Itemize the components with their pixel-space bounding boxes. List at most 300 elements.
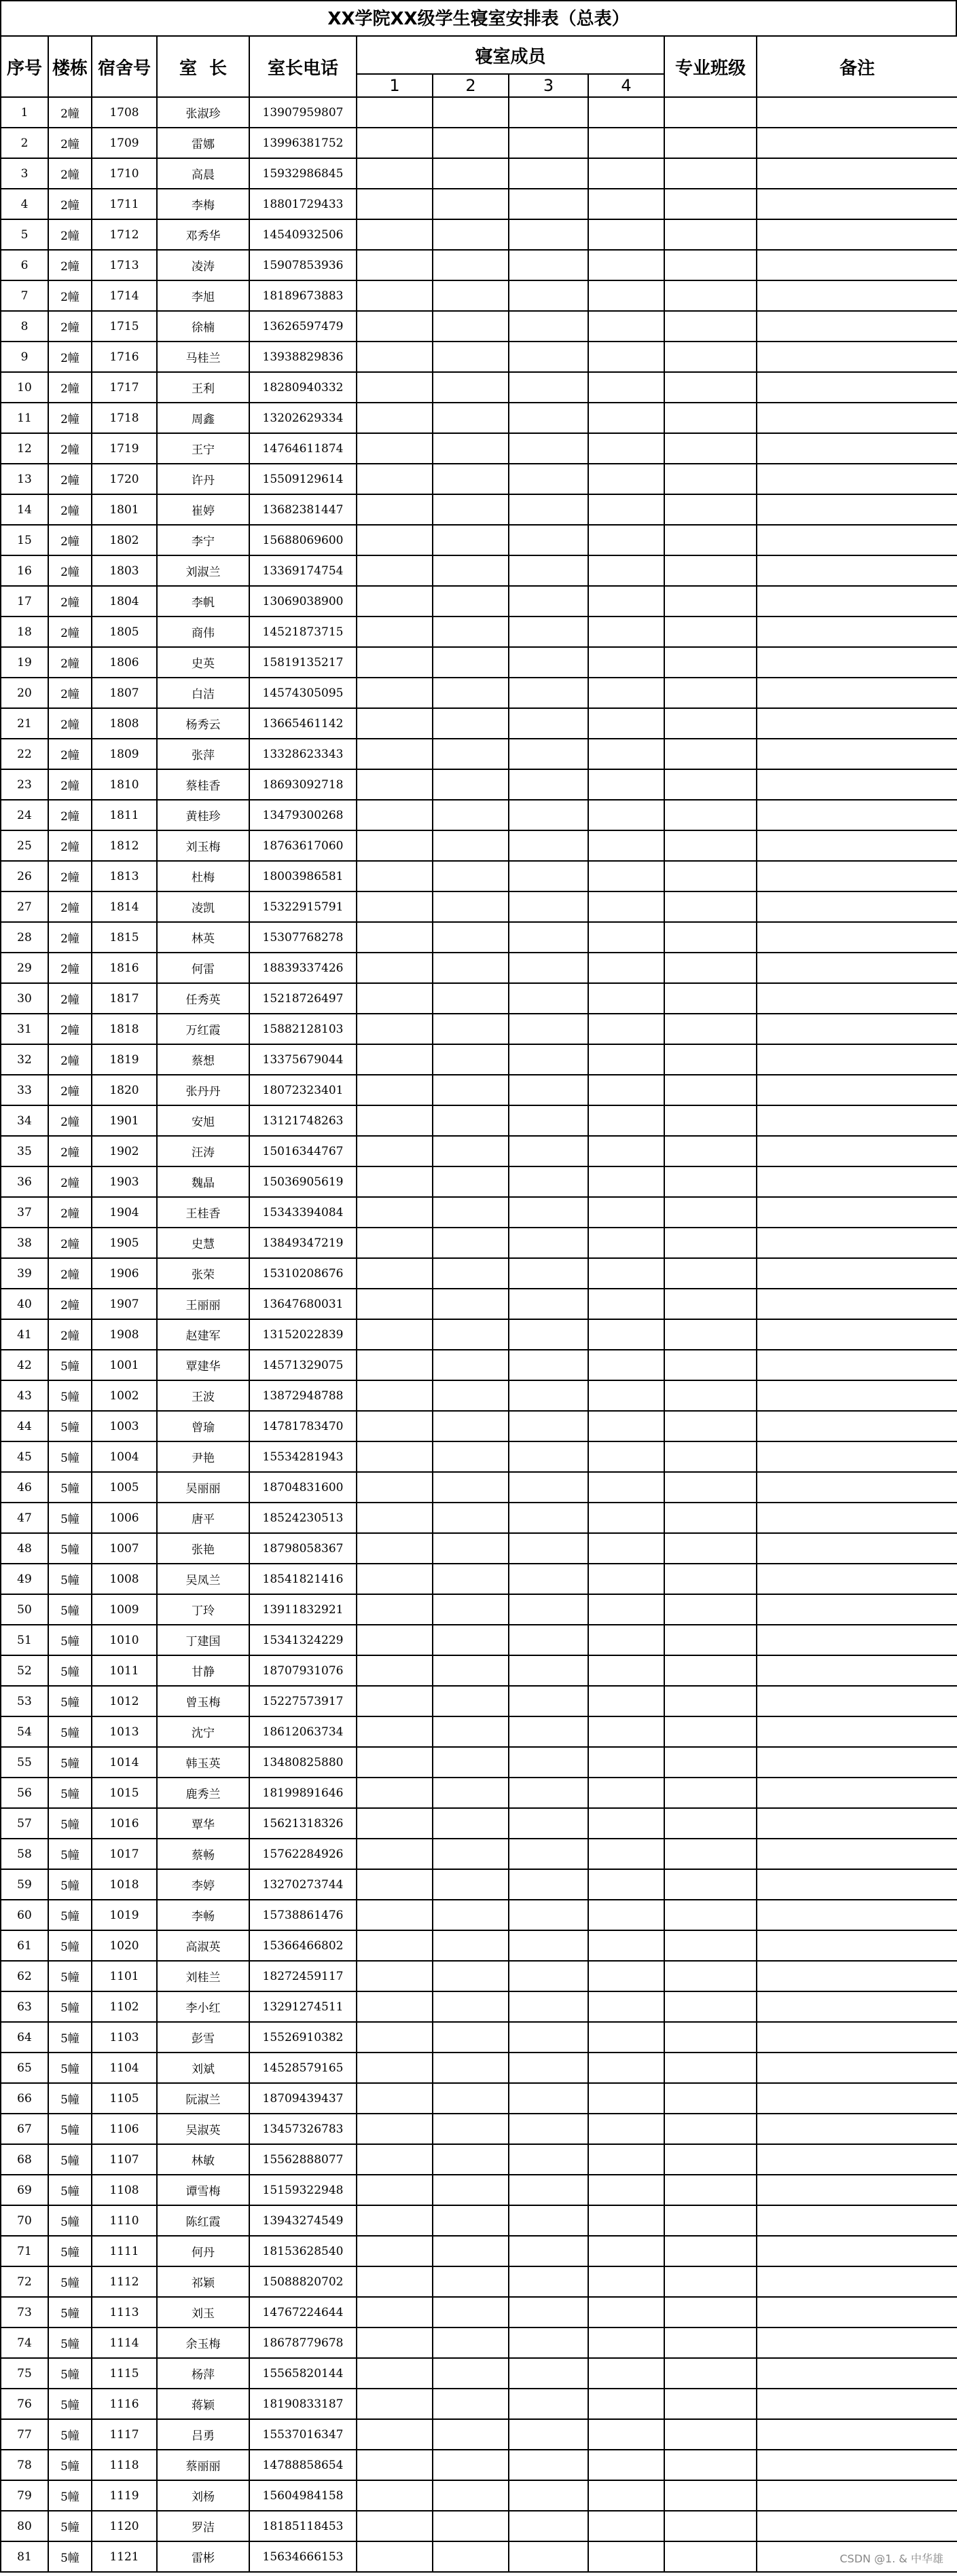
cell-building[interactable]: 5幢 [48, 1411, 92, 1441]
cell-member-3[interactable] [509, 1319, 588, 1350]
cell-leader[interactable]: 尹艳 [157, 1441, 249, 1472]
cell-phone[interactable]: 15341324229 [249, 1625, 357, 1655]
cell-member-3[interactable] [509, 555, 588, 586]
cell-building[interactable]: 2幢 [48, 678, 92, 708]
cell-phone[interactable]: 13121748263 [249, 1105, 357, 1136]
cell-member-2[interactable] [433, 2327, 509, 2358]
cell-major[interactable] [664, 1258, 757, 1289]
cell-seq[interactable]: 18 [1, 617, 48, 647]
cell-building[interactable]: 2幢 [48, 1014, 92, 1044]
cell-member-1[interactable] [357, 97, 433, 128]
cell-major[interactable] [664, 1625, 757, 1655]
cell-room[interactable]: 1809 [92, 739, 157, 769]
cell-seq[interactable]: 25 [1, 830, 48, 861]
cell-remark[interactable] [757, 97, 957, 128]
cell-major[interactable] [664, 1228, 757, 1258]
cell-seq[interactable]: 48 [1, 1533, 48, 1564]
cell-phone[interactable]: 18839337426 [249, 953, 357, 983]
cell-member-2[interactable] [433, 433, 509, 464]
cell-phone[interactable]: 18709439437 [249, 2083, 357, 2114]
cell-phone[interactable]: 18189673883 [249, 280, 357, 311]
cell-seq[interactable]: 62 [1, 1961, 48, 1991]
cell-building[interactable]: 2幢 [48, 1319, 92, 1350]
cell-remark[interactable] [757, 1900, 957, 1930]
cell-seq[interactable]: 22 [1, 739, 48, 769]
cell-seq[interactable]: 68 [1, 2144, 48, 2175]
cell-member-2[interactable] [433, 494, 509, 525]
cell-member-2[interactable] [433, 861, 509, 891]
cell-member-2[interactable] [433, 1075, 509, 1105]
cell-leader[interactable]: 杨秀云 [157, 708, 249, 739]
cell-member-2[interactable] [433, 1594, 509, 1625]
cell-seq[interactable]: 79 [1, 2480, 48, 2511]
cell-room[interactable]: 1901 [92, 1105, 157, 1136]
cell-major[interactable] [664, 97, 757, 128]
cell-leader[interactable]: 崔婷 [157, 494, 249, 525]
cell-remark[interactable] [757, 800, 957, 830]
cell-seq[interactable]: 50 [1, 1594, 48, 1625]
cell-phone[interactable]: 13291274511 [249, 1991, 357, 2022]
cell-member-3[interactable] [509, 372, 588, 403]
cell-member-2[interactable] [433, 1136, 509, 1166]
cell-remark[interactable] [757, 2205, 957, 2236]
cell-room[interactable]: 1117 [92, 2419, 157, 2450]
cell-remark[interactable] [757, 219, 957, 250]
cell-seq[interactable]: 81 [1, 2541, 48, 2572]
cell-member-2[interactable] [433, 1564, 509, 1594]
cell-leader[interactable]: 李旭 [157, 280, 249, 311]
cell-remark[interactable] [757, 1747, 957, 1778]
cell-member-3[interactable] [509, 433, 588, 464]
cell-member-3[interactable] [509, 1105, 588, 1136]
cell-remark[interactable] [757, 1778, 957, 1808]
cell-phone[interactable]: 15343394084 [249, 1197, 357, 1228]
cell-seq[interactable]: 47 [1, 1503, 48, 1533]
cell-member-4[interactable] [588, 983, 664, 1014]
cell-member-1[interactable] [357, 1258, 433, 1289]
cell-member-3[interactable] [509, 2114, 588, 2144]
cell-leader[interactable]: 刘斌 [157, 2053, 249, 2083]
cell-seq[interactable]: 77 [1, 2419, 48, 2450]
cell-phone[interactable]: 15932986845 [249, 158, 357, 189]
cell-member-1[interactable] [357, 1625, 433, 1655]
cell-leader[interactable]: 杜梅 [157, 861, 249, 891]
cell-seq[interactable]: 64 [1, 2022, 48, 2053]
cell-member-3[interactable] [509, 922, 588, 953]
cell-remark[interactable] [757, 1044, 957, 1075]
cell-phone[interactable]: 18003986581 [249, 861, 357, 891]
cell-phone[interactable]: 18704831600 [249, 1472, 357, 1503]
cell-remark[interactable] [757, 1930, 957, 1961]
cell-remark[interactable] [757, 1991, 957, 2022]
cell-seq[interactable]: 5 [1, 219, 48, 250]
cell-phone[interactable]: 15534281943 [249, 1441, 357, 1472]
cell-member-2[interactable] [433, 1808, 509, 1839]
cell-member-1[interactable] [357, 2205, 433, 2236]
cell-leader[interactable]: 李小红 [157, 1991, 249, 2022]
cell-member-3[interactable] [509, 1961, 588, 1991]
cell-member-4[interactable] [588, 1472, 664, 1503]
cell-member-1[interactable] [357, 1105, 433, 1136]
cell-member-4[interactable] [588, 342, 664, 372]
cell-leader[interactable]: 邓秀华 [157, 219, 249, 250]
cell-member-1[interactable] [357, 189, 433, 219]
cell-room[interactable]: 1113 [92, 2297, 157, 2327]
cell-major[interactable] [664, 1533, 757, 1564]
cell-member-1[interactable] [357, 647, 433, 678]
cell-member-4[interactable] [588, 1044, 664, 1075]
cell-remark[interactable] [757, 708, 957, 739]
cell-member-1[interactable] [357, 2480, 433, 2511]
cell-member-1[interactable] [357, 433, 433, 464]
cell-remark[interactable] [757, 2022, 957, 2053]
cell-member-3[interactable] [509, 1258, 588, 1289]
cell-member-3[interactable] [509, 983, 588, 1014]
cell-member-1[interactable] [357, 342, 433, 372]
cell-member-4[interactable] [588, 1655, 664, 1686]
cell-seq[interactable]: 1 [1, 97, 48, 128]
cell-room[interactable]: 1116 [92, 2389, 157, 2419]
cell-member-3[interactable] [509, 1564, 588, 1594]
cell-member-2[interactable] [433, 342, 509, 372]
cell-major[interactable] [664, 2511, 757, 2541]
cell-member-2[interactable] [433, 708, 509, 739]
cell-leader[interactable]: 林敏 [157, 2144, 249, 2175]
cell-remark[interactable] [757, 1564, 957, 1594]
cell-member-2[interactable] [433, 739, 509, 769]
cell-member-4[interactable] [588, 1900, 664, 1930]
cell-member-3[interactable] [509, 189, 588, 219]
cell-leader[interactable]: 李梅 [157, 189, 249, 219]
cell-remark[interactable] [757, 1258, 957, 1289]
cell-room[interactable]: 1107 [92, 2144, 157, 2175]
cell-building[interactable]: 2幢 [48, 1136, 92, 1166]
cell-phone[interactable]: 18678779678 [249, 2327, 357, 2358]
cell-remark[interactable] [757, 2297, 957, 2327]
cell-member-4[interactable] [588, 2541, 664, 2572]
cell-member-3[interactable] [509, 1044, 588, 1075]
cell-seq[interactable]: 31 [1, 1014, 48, 1044]
cell-building[interactable]: 5幢 [48, 1716, 92, 1747]
cell-phone[interactable]: 14574305095 [249, 678, 357, 708]
cell-member-3[interactable] [509, 2297, 588, 2327]
cell-major[interactable] [664, 891, 757, 922]
cell-room[interactable]: 1106 [92, 2114, 157, 2144]
cell-phone[interactable]: 13626597479 [249, 311, 357, 342]
cell-major[interactable] [664, 1564, 757, 1594]
cell-member-4[interactable] [588, 1136, 664, 1166]
cell-remark[interactable] [757, 1411, 957, 1441]
cell-member-4[interactable] [588, 2175, 664, 2205]
cell-remark[interactable] [757, 2389, 957, 2419]
cell-phone[interactable]: 15762284926 [249, 1839, 357, 1869]
cell-phone[interactable]: 15537016347 [249, 2419, 357, 2450]
cell-building[interactable]: 2幢 [48, 891, 92, 922]
cell-member-4[interactable] [588, 250, 664, 280]
cell-member-3[interactable] [509, 525, 588, 555]
cell-member-1[interactable] [357, 311, 433, 342]
cell-member-3[interactable] [509, 1350, 588, 1380]
cell-member-3[interactable] [509, 1136, 588, 1166]
cell-remark[interactable] [757, 1503, 957, 1533]
cell-seq[interactable]: 56 [1, 1778, 48, 1808]
cell-room[interactable]: 1802 [92, 525, 157, 555]
cell-seq[interactable]: 78 [1, 2450, 48, 2480]
cell-member-4[interactable] [588, 2236, 664, 2266]
cell-member-1[interactable] [357, 2389, 433, 2419]
cell-leader[interactable]: 何雷 [157, 953, 249, 983]
cell-leader[interactable]: 曾瑜 [157, 1411, 249, 1441]
cell-building[interactable]: 2幢 [48, 647, 92, 678]
cell-phone[interactable]: 13375679044 [249, 1044, 357, 1075]
cell-member-4[interactable] [588, 2205, 664, 2236]
cell-remark[interactable] [757, 494, 957, 525]
cell-phone[interactable]: 13943274549 [249, 2205, 357, 2236]
cell-member-3[interactable] [509, 2419, 588, 2450]
cell-room[interactable]: 1016 [92, 1808, 157, 1839]
cell-leader[interactable]: 凌凯 [157, 891, 249, 922]
cell-member-1[interactable] [357, 769, 433, 800]
cell-member-3[interactable] [509, 617, 588, 647]
cell-phone[interactable]: 13849347219 [249, 1228, 357, 1258]
cell-phone[interactable]: 15634666153 [249, 2541, 357, 2572]
cell-major[interactable] [664, 1380, 757, 1411]
cell-member-1[interactable] [357, 1533, 433, 1564]
cell-member-4[interactable] [588, 678, 664, 708]
cell-seq[interactable]: 40 [1, 1289, 48, 1319]
cell-leader[interactable]: 王丽丽 [157, 1289, 249, 1319]
cell-member-2[interactable] [433, 158, 509, 189]
cell-phone[interactable]: 14764611874 [249, 433, 357, 464]
cell-building[interactable]: 5幢 [48, 2266, 92, 2297]
cell-member-1[interactable] [357, 1778, 433, 1808]
cell-room[interactable]: 1716 [92, 342, 157, 372]
cell-member-2[interactable] [433, 1350, 509, 1380]
cell-seq[interactable]: 7 [1, 280, 48, 311]
cell-major[interactable] [664, 617, 757, 647]
cell-member-2[interactable] [433, 2450, 509, 2480]
cell-member-1[interactable] [357, 2511, 433, 2541]
cell-remark[interactable] [757, 1869, 957, 1900]
cell-phone[interactable]: 13682381447 [249, 494, 357, 525]
cell-building[interactable]: 2幢 [48, 769, 92, 800]
cell-member-3[interactable] [509, 1075, 588, 1105]
cell-room[interactable]: 1007 [92, 1533, 157, 1564]
cell-member-1[interactable] [357, 280, 433, 311]
cell-seq[interactable]: 35 [1, 1136, 48, 1166]
cell-seq[interactable]: 12 [1, 433, 48, 464]
cell-member-2[interactable] [433, 1014, 509, 1044]
cell-member-4[interactable] [588, 1380, 664, 1411]
cell-member-1[interactable] [357, 1075, 433, 1105]
cell-member-2[interactable] [433, 1380, 509, 1411]
cell-member-1[interactable] [357, 1044, 433, 1075]
cell-room[interactable]: 1719 [92, 433, 157, 464]
cell-member-2[interactable] [433, 800, 509, 830]
cell-seq[interactable]: 72 [1, 2266, 48, 2297]
cell-member-1[interactable] [357, 372, 433, 403]
cell-major[interactable] [664, 189, 757, 219]
cell-building[interactable]: 2幢 [48, 525, 92, 555]
cell-major[interactable] [664, 769, 757, 800]
cell-leader[interactable]: 韩玉英 [157, 1747, 249, 1778]
cell-building[interactable]: 2幢 [48, 250, 92, 280]
cell-room[interactable]: 1017 [92, 1839, 157, 1869]
cell-leader[interactable]: 谭雪梅 [157, 2175, 249, 2205]
cell-member-2[interactable] [433, 525, 509, 555]
cell-building[interactable]: 5幢 [48, 1869, 92, 1900]
cell-major[interactable] [664, 1197, 757, 1228]
cell-leader[interactable]: 史慧 [157, 1228, 249, 1258]
cell-remark[interactable] [757, 586, 957, 617]
cell-member-4[interactable] [588, 1747, 664, 1778]
cell-member-3[interactable] [509, 1228, 588, 1258]
cell-member-4[interactable] [588, 1258, 664, 1289]
cell-member-4[interactable] [588, 2114, 664, 2144]
cell-building[interactable]: 2幢 [48, 586, 92, 617]
cell-member-1[interactable] [357, 1472, 433, 1503]
cell-member-2[interactable] [433, 2022, 509, 2053]
cell-major[interactable] [664, 1319, 757, 1350]
cell-room[interactable]: 1818 [92, 1014, 157, 1044]
cell-room[interactable]: 1711 [92, 189, 157, 219]
cell-member-1[interactable] [357, 219, 433, 250]
cell-phone[interactable]: 15366466802 [249, 1930, 357, 1961]
cell-room[interactable]: 1710 [92, 158, 157, 189]
cell-building[interactable]: 2幢 [48, 403, 92, 433]
cell-member-1[interactable] [357, 1411, 433, 1441]
cell-leader[interactable]: 覃建华 [157, 1350, 249, 1380]
cell-remark[interactable] [757, 891, 957, 922]
cell-member-3[interactable] [509, 464, 588, 494]
cell-member-1[interactable] [357, 2083, 433, 2114]
cell-member-2[interactable] [433, 1105, 509, 1136]
cell-member-3[interactable] [509, 2327, 588, 2358]
cell-room[interactable]: 1812 [92, 830, 157, 861]
cell-room[interactable]: 1112 [92, 2266, 157, 2297]
cell-building[interactable]: 2幢 [48, 1228, 92, 1258]
cell-room[interactable]: 1801 [92, 494, 157, 525]
cell-member-4[interactable] [588, 1014, 664, 1044]
cell-member-3[interactable] [509, 2266, 588, 2297]
cell-major[interactable] [664, 2053, 757, 2083]
cell-leader[interactable]: 万红霞 [157, 1014, 249, 1044]
cell-phone[interactable]: 15159322948 [249, 2175, 357, 2205]
cell-seq[interactable]: 42 [1, 1350, 48, 1380]
cell-phone[interactable]: 15604984158 [249, 2480, 357, 2511]
cell-building[interactable]: 5幢 [48, 1655, 92, 1686]
cell-member-2[interactable] [433, 2389, 509, 2419]
cell-remark[interactable] [757, 1716, 957, 1747]
cell-building[interactable]: 2幢 [48, 861, 92, 891]
cell-member-3[interactable] [509, 280, 588, 311]
cell-major[interactable] [664, 1716, 757, 1747]
cell-member-1[interactable] [357, 494, 433, 525]
cell-phone[interactable]: 13202629334 [249, 403, 357, 433]
cell-seq[interactable]: 37 [1, 1197, 48, 1228]
cell-phone[interactable]: 13270273744 [249, 1869, 357, 1900]
cell-room[interactable]: 1810 [92, 769, 157, 800]
cell-member-1[interactable] [357, 250, 433, 280]
cell-building[interactable]: 5幢 [48, 2480, 92, 2511]
cell-seq[interactable]: 9 [1, 342, 48, 372]
cell-seq[interactable]: 45 [1, 1441, 48, 1472]
cell-member-2[interactable] [433, 1900, 509, 1930]
cell-leader[interactable]: 吕勇 [157, 2419, 249, 2450]
cell-phone[interactable]: 18190833187 [249, 2389, 357, 2419]
cell-leader[interactable]: 丁建国 [157, 1625, 249, 1655]
cell-member-2[interactable] [433, 97, 509, 128]
cell-room[interactable]: 1014 [92, 1747, 157, 1778]
cell-building[interactable]: 5幢 [48, 1839, 92, 1869]
cell-major[interactable] [664, 2358, 757, 2389]
cell-member-4[interactable] [588, 769, 664, 800]
cell-seq[interactable]: 46 [1, 1472, 48, 1503]
cell-room[interactable]: 1008 [92, 1564, 157, 1594]
cell-phone[interactable]: 13911832921 [249, 1594, 357, 1625]
cell-member-4[interactable] [588, 2266, 664, 2297]
cell-major[interactable] [664, 342, 757, 372]
cell-building[interactable]: 2幢 [48, 433, 92, 464]
cell-room[interactable]: 1819 [92, 1044, 157, 1075]
cell-leader[interactable]: 高淑英 [157, 1930, 249, 1961]
cell-seq[interactable]: 14 [1, 494, 48, 525]
cell-major[interactable] [664, 1350, 757, 1380]
cell-major[interactable] [664, 1655, 757, 1686]
cell-phone[interactable]: 15688069600 [249, 525, 357, 555]
cell-leader[interactable]: 张艳 [157, 1533, 249, 1564]
cell-major[interactable] [664, 158, 757, 189]
cell-member-2[interactable] [433, 1411, 509, 1441]
cell-building[interactable]: 2幢 [48, 342, 92, 372]
cell-member-4[interactable] [588, 739, 664, 769]
cell-leader[interactable]: 张丹丹 [157, 1075, 249, 1105]
cell-room[interactable]: 1012 [92, 1686, 157, 1716]
cell-phone[interactable]: 15907853936 [249, 250, 357, 280]
cell-remark[interactable] [757, 1075, 957, 1105]
cell-building[interactable]: 2幢 [48, 494, 92, 525]
cell-member-1[interactable] [357, 1839, 433, 1869]
cell-member-3[interactable] [509, 1411, 588, 1441]
cell-member-4[interactable] [588, 1166, 664, 1197]
cell-building[interactable]: 5幢 [48, 1441, 92, 1472]
cell-room[interactable]: 1103 [92, 2022, 157, 2053]
cell-member-3[interactable] [509, 2541, 588, 2572]
cell-room[interactable]: 1714 [92, 280, 157, 311]
cell-remark[interactable] [757, 2144, 957, 2175]
cell-building[interactable]: 5幢 [48, 1808, 92, 1839]
cell-leader[interactable]: 魏晶 [157, 1166, 249, 1197]
cell-room[interactable]: 1807 [92, 678, 157, 708]
cell-member-1[interactable] [357, 2236, 433, 2266]
cell-leader[interactable]: 李畅 [157, 1900, 249, 1930]
cell-major[interactable] [664, 128, 757, 158]
cell-member-1[interactable] [357, 2327, 433, 2358]
cell-remark[interactable] [757, 1350, 957, 1380]
cell-member-4[interactable] [588, 1350, 664, 1380]
cell-leader[interactable]: 沈宁 [157, 1716, 249, 1747]
cell-major[interactable] [664, 739, 757, 769]
cell-major[interactable] [664, 1686, 757, 1716]
cell-member-4[interactable] [588, 2327, 664, 2358]
cell-remark[interactable] [757, 1136, 957, 1166]
cell-room[interactable]: 1712 [92, 219, 157, 250]
cell-member-2[interactable] [433, 2083, 509, 2114]
cell-member-4[interactable] [588, 464, 664, 494]
cell-phone[interactable]: 13938829836 [249, 342, 357, 372]
cell-leader[interactable]: 刘玉 [157, 2297, 249, 2327]
cell-major[interactable] [664, 1289, 757, 1319]
